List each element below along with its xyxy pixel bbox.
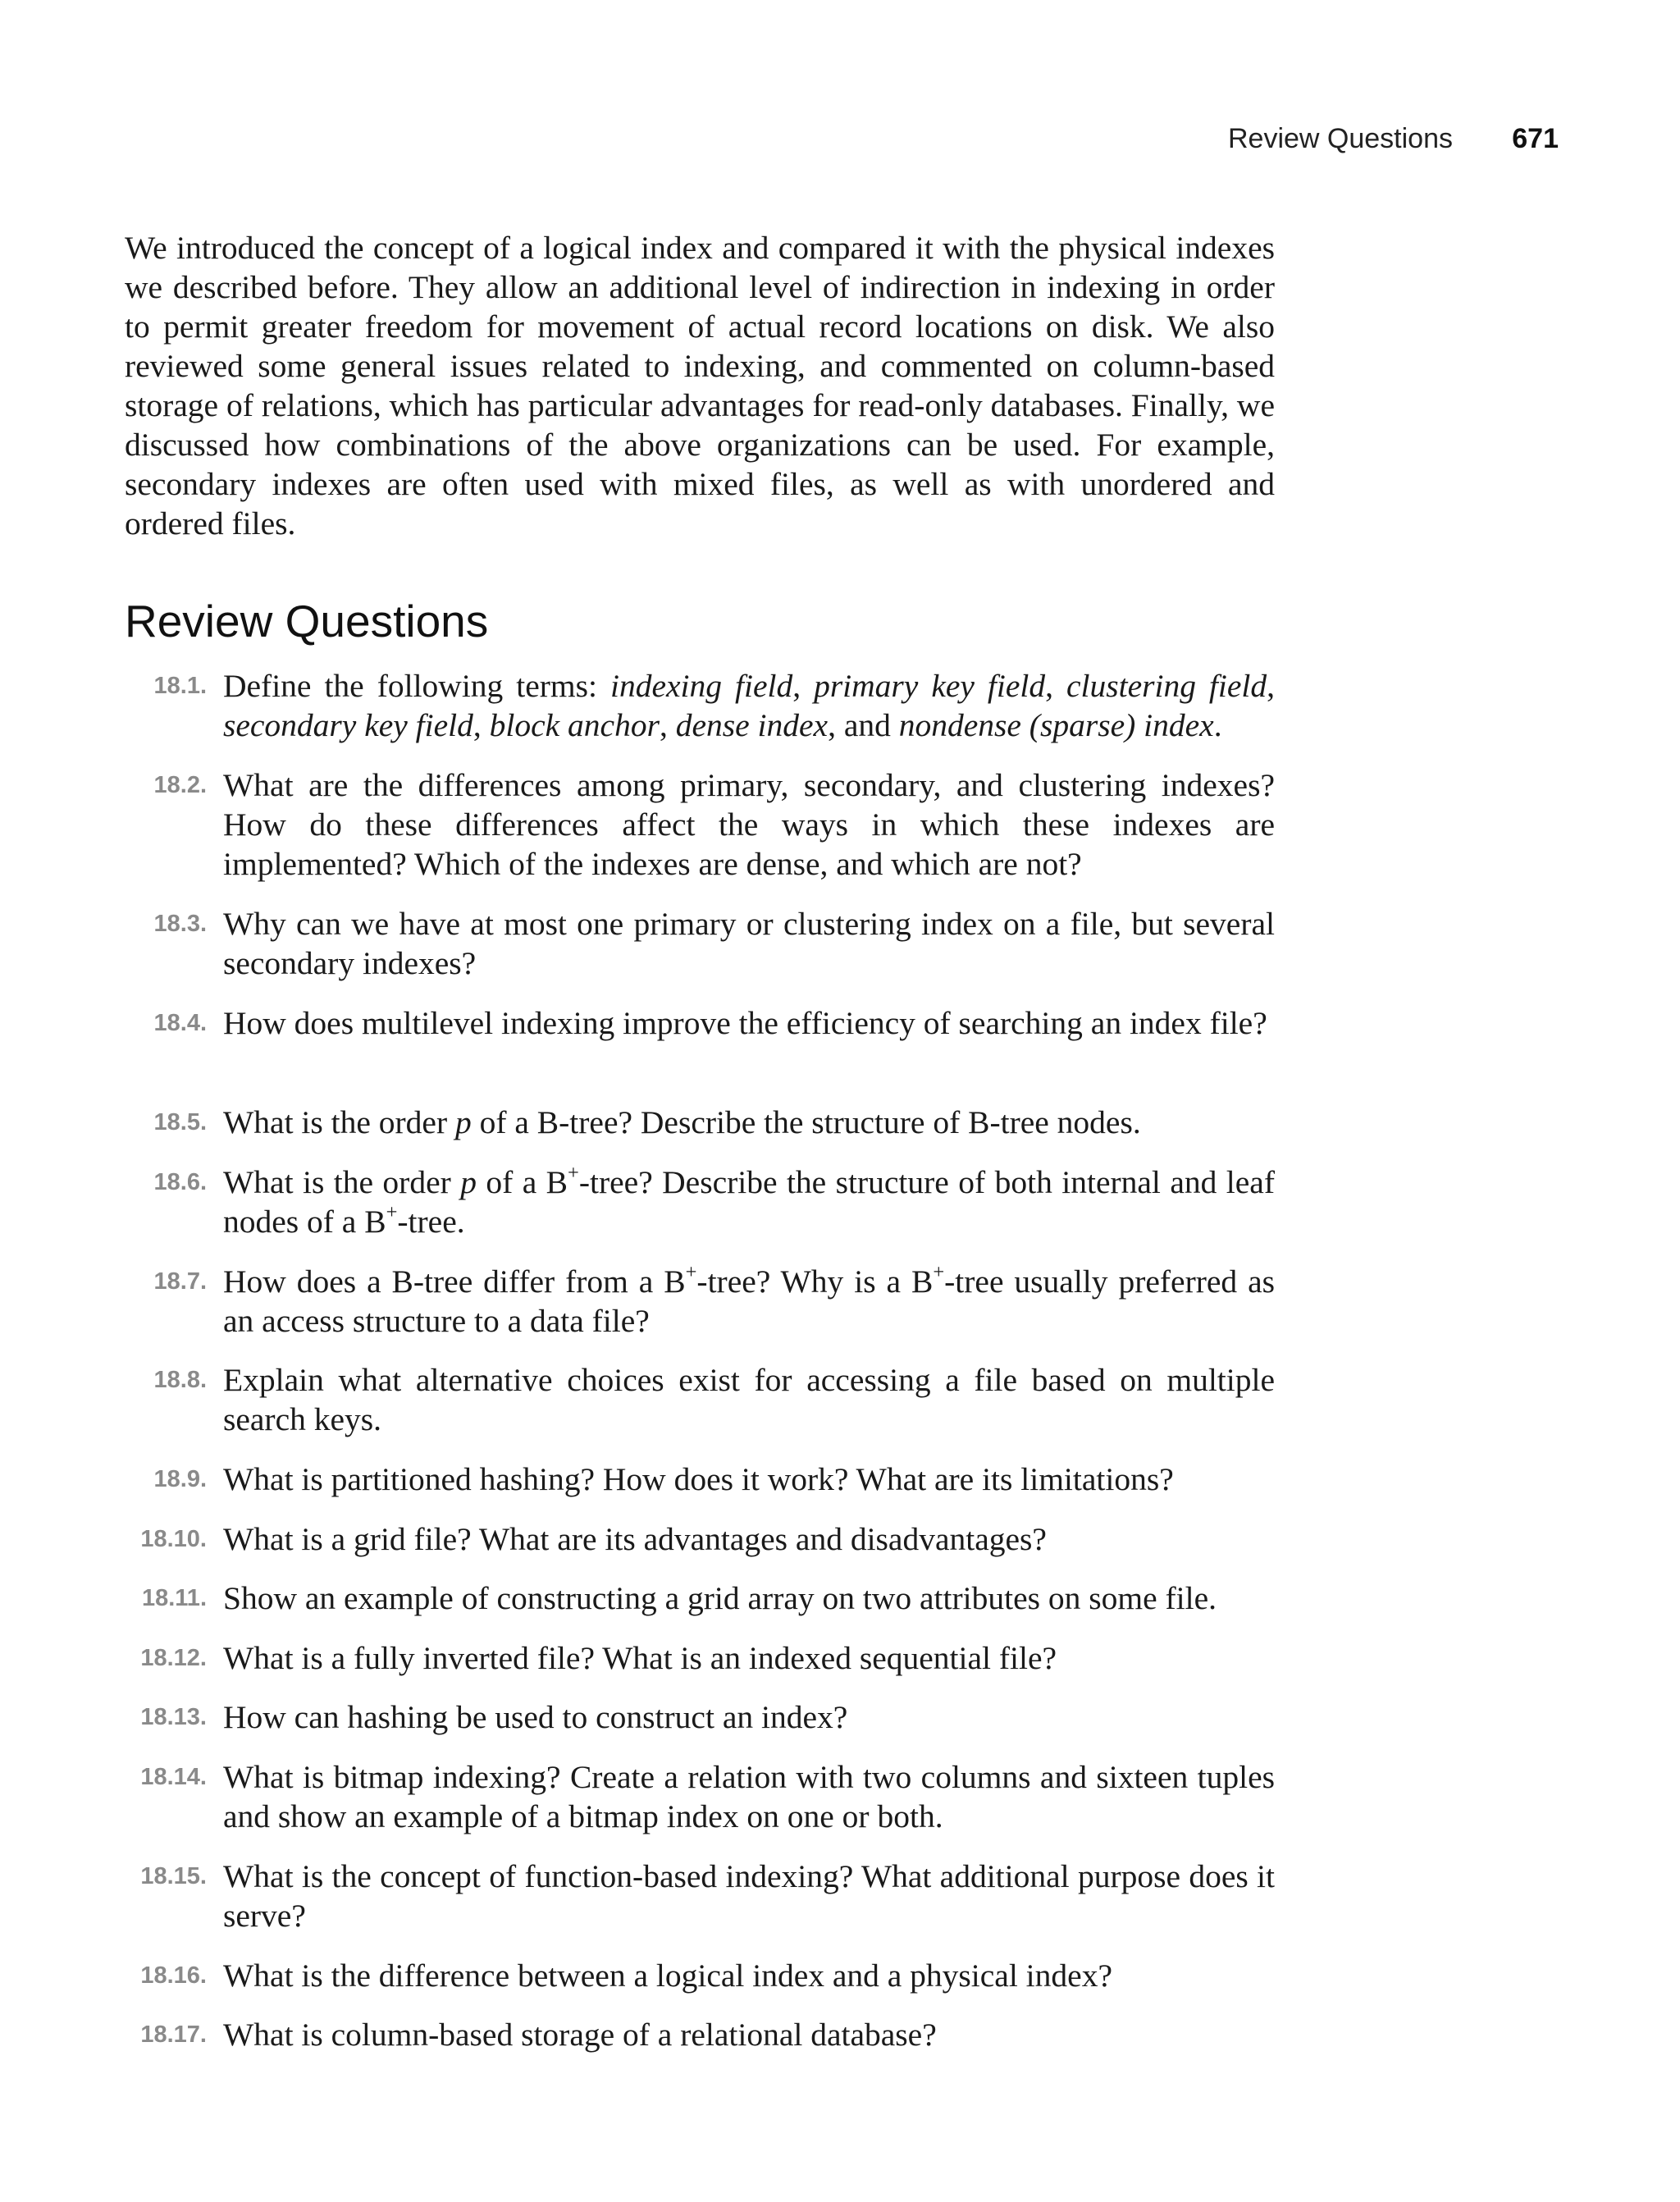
superscript-plus: + [685, 1260, 697, 1283]
question-text: What is a fully inverted file? What is an indexed sequential file? [223, 1640, 1057, 1676]
question-text: What is the concept of function-based indexing? What additional purpose does it serve? [223, 1858, 1275, 1934]
question-number: 18.15. [140, 1863, 207, 1889]
question-number: 18.10. [140, 1526, 207, 1552]
term: nondense (sparse) index [898, 707, 1214, 743]
question-number: 18.3. [153, 911, 207, 937]
question-number: 18.11. [141, 1585, 207, 1611]
running-title: Review Questions [1227, 123, 1453, 154]
summary-paragraph: We introduced the concept of a logical index and compared it with the physical indexes we described before. They allow an additional level of indirection in indexing in order to permit greater freedom for movement of actual record locations on disk. We also reviewed some general issues related to indexing, and commented on column-based storage of relations, which has particular advantages for read-only databases. Finally, we discussed how combinations of the above organizations can be used. For example, secondary indexes are often used with mixed files, as well as with unordered and ordered files. [125, 230, 1275, 541]
question-number: 18.17. [140, 2022, 207, 2048]
question-text: What is the difference between a logical index and a physical index? [223, 1958, 1112, 1994]
question-text: How does a B-tree differ from a B+-tree? Why is a B+-tree usually preferred as an access structure to a data file? [223, 1260, 1275, 1339]
question-text: What is a grid file? What are its advantages and disadvantages? [223, 1521, 1047, 1557]
question-text: How can hashing be used to construct an index? [223, 1699, 848, 1735]
superscript-plus: + [933, 1260, 945, 1283]
question-number: 18.9. [153, 1466, 207, 1492]
question-number: 18.16. [140, 1962, 207, 1989]
question-number: 18.12. [140, 1645, 207, 1671]
question-number: 18.5. [153, 1109, 207, 1135]
question-text: Define the following terms: indexing field, primary key field, clustering field, secondary key field, block anchor, dense index, and nondense (sparse) index. [223, 668, 1276, 743]
superscript-plus: + [568, 1161, 579, 1184]
question-text: What are the differences among primary, secondary, and clustering indexes? How do these differences affect the ways in which these indexes are implemented? Which of the indexes are dense, and which are not? [223, 767, 1275, 882]
section-heading: Review Questions [125, 596, 489, 646]
running-head [1148, 118, 1559, 159]
variable-p: p [454, 1104, 472, 1140]
question-text: What is partitioned hashing? How does it work? What are its limitations? [223, 1461, 1174, 1497]
question-text: Why can we have at most one primary or clustering index on a file, but several secondary indexes? [223, 906, 1275, 981]
term: dense index [675, 707, 829, 743]
question-text: What is bitmap indexing? Create a relation with two columns and sixteen tuples and show an example of a bitmap index on one or both. [223, 1759, 1275, 1834]
question-text: Show an example of constructing a grid array on two attributes on some file. [223, 1580, 1217, 1616]
question-number: 18.8. [153, 1367, 207, 1393]
term: clustering field [1066, 668, 1267, 704]
question-number: 18.1. [153, 673, 207, 699]
superscript-plus: + [386, 1200, 398, 1223]
term: block anchor [489, 707, 660, 743]
term: primary key field [814, 668, 1046, 704]
question-text: What is the order p of a B+-tree? Describe the structure of both internal and leaf nodes of a B+-tree. [223, 1161, 1275, 1240]
question-number: 18.6. [153, 1169, 207, 1195]
question-text: What is the order p of a B-tree? Describe the structure of B-tree nodes. [223, 1104, 1141, 1140]
question-number: 18.4. [153, 1010, 207, 1036]
question-number: 18.7. [153, 1268, 207, 1295]
question-number: 18.2. [153, 772, 207, 798]
question-number: 18.13. [140, 1704, 207, 1730]
question-number: 18.14. [140, 1764, 207, 1790]
question-text: How does multilevel indexing improve the efficiency of searching an index file? [223, 1005, 1267, 1041]
question-text: Explain what alternative choices exist for accessing a file based on multiple search keys. [223, 1362, 1275, 1437]
term: indexing field [610, 668, 793, 704]
question-text: What is column-based storage of a relational database? [223, 2017, 937, 2053]
page-number: 671 [1512, 123, 1559, 154]
variable-p: p [460, 1164, 477, 1200]
term: secondary key field [223, 707, 473, 743]
